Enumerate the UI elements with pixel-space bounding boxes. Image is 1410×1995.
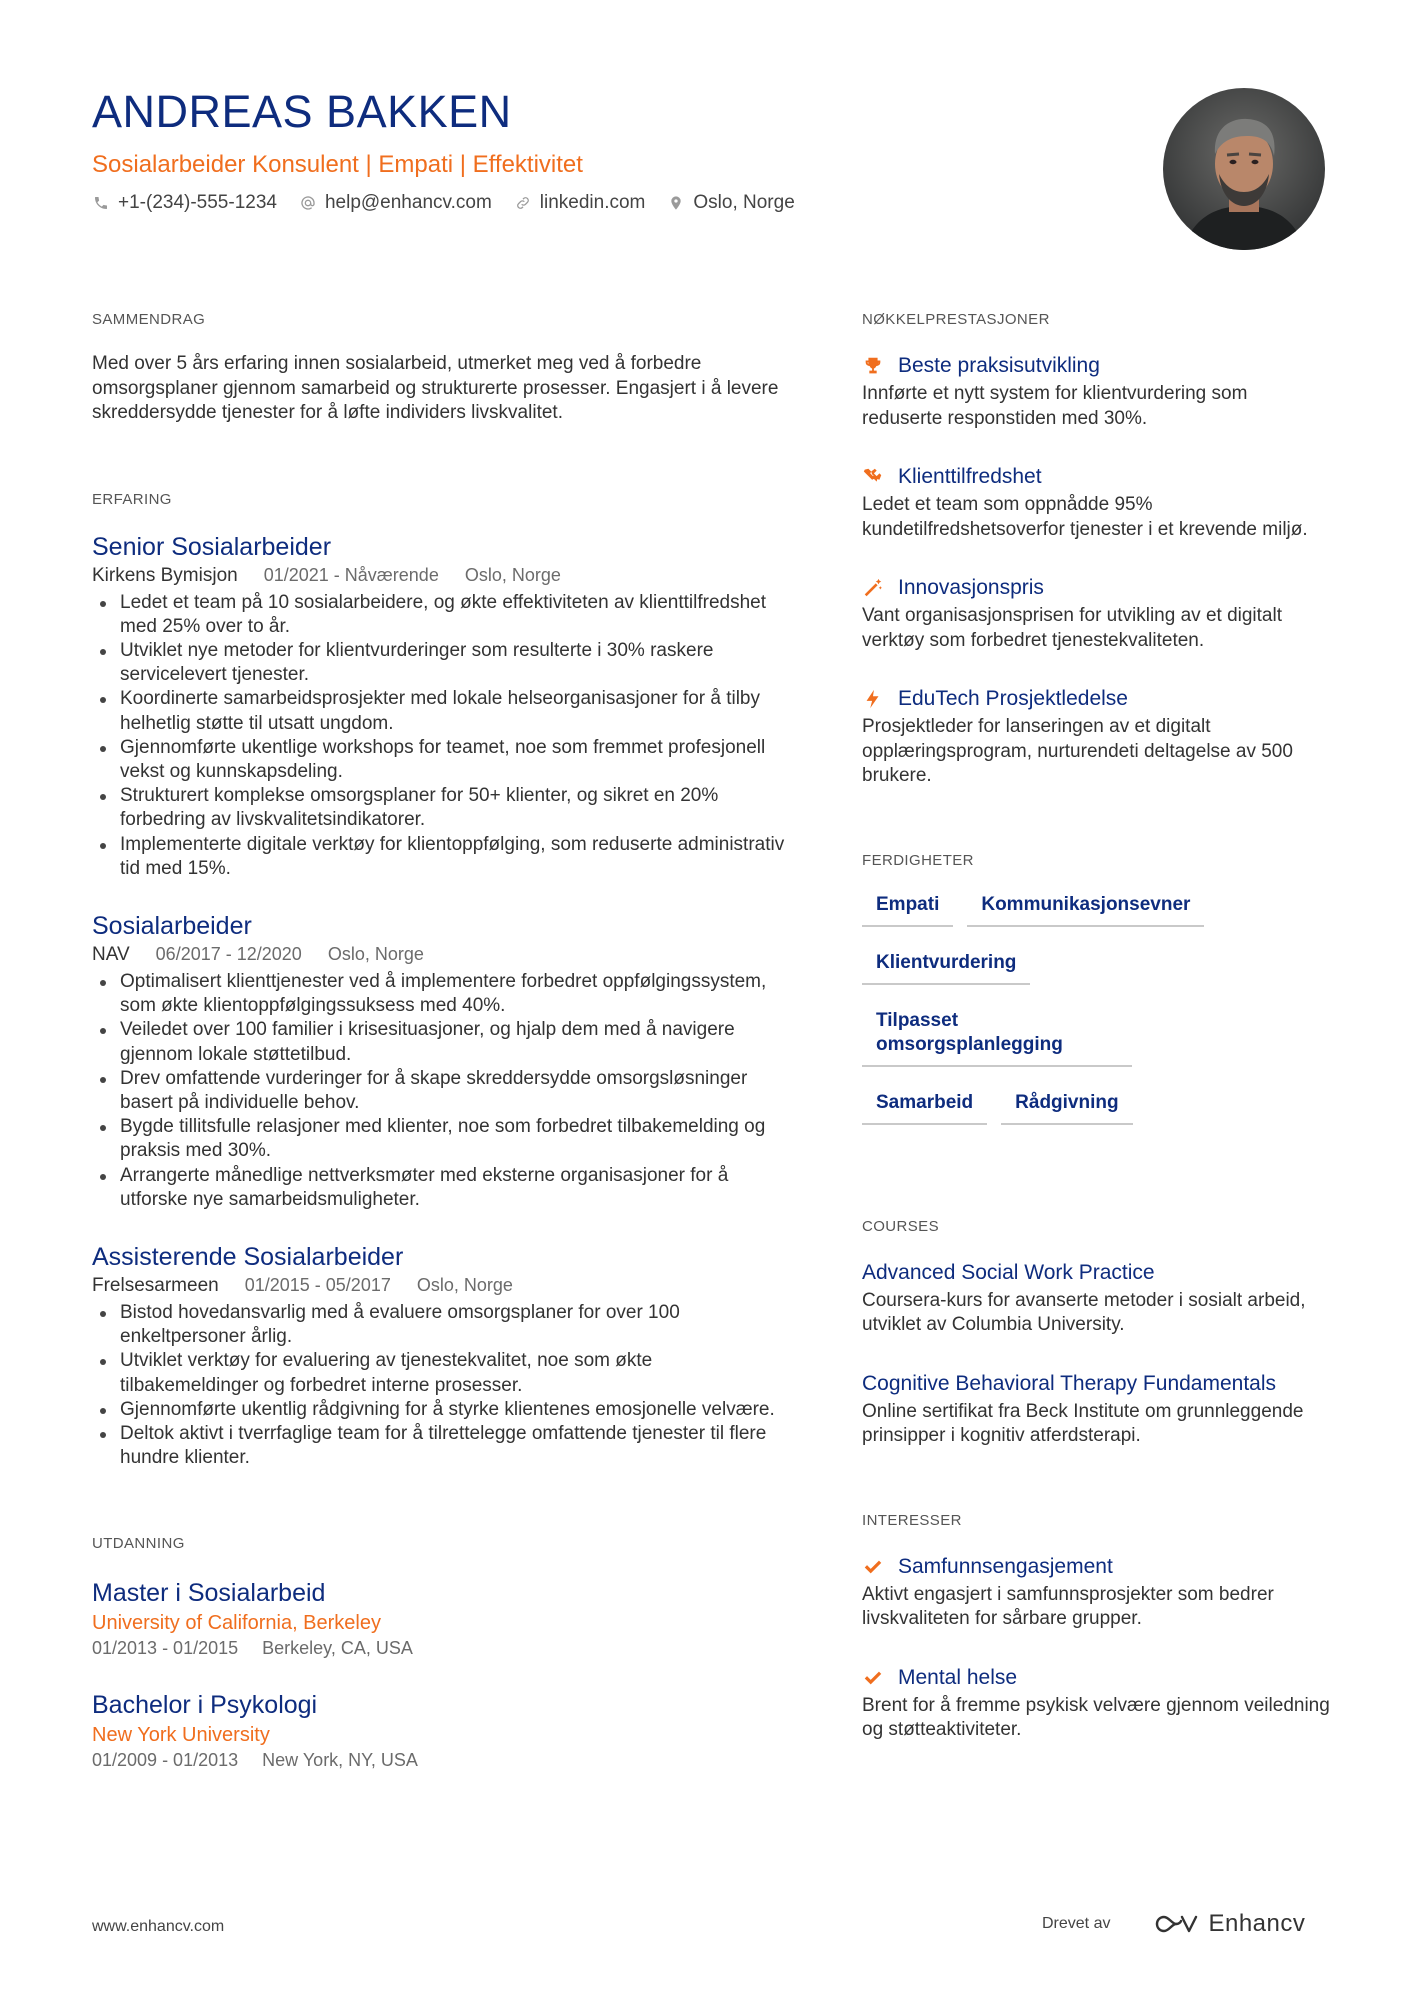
job-bullet: Arrangerte månedlige nettverksmøter med eksterne organisasjoner for å utforske nye samarbeidsmuligheter. (92, 1164, 792, 1212)
job-bullet: Bygde tillitsfulle relasjoner med klienter, noe som forbedret tilbakemelding og praksis med 30%. (92, 1115, 792, 1163)
job-role: Senior Sosialarbeider (92, 532, 332, 561)
achievement-heading (862, 574, 1332, 602)
checkmark-icon (862, 1556, 884, 1578)
achievement-item (862, 463, 1332, 542)
magic-wand-icon (862, 577, 884, 599)
interest-item (862, 1664, 1332, 1743)
job-bullet: Ledet et team på 10 sosialarbeidere, og økte effektiviteten av klienttilfredshet med 25% over to år. (92, 591, 792, 639)
job-location: Oslo, Norge (464, 564, 561, 585)
achievement-title: Innovasjonspris (898, 576, 1044, 599)
job-bullet: Gjennomførte ukentlig rådgivning for å styrke klientenes emosjonelle velvære. (92, 1398, 792, 1422)
link-icon (514, 194, 532, 212)
course-title: Cognitive Behavioral Therapy Fundamentals (862, 1371, 1277, 1395)
interest-text: Brent for å fremme psykisk velvære gjennom veiledning og støtteaktiviteter. (862, 1694, 1330, 1740)
profile-photo (1163, 88, 1325, 250)
education-school: University of California, Berkeley (92, 1612, 381, 1635)
powered-by-label: Drevet av (1042, 1915, 1111, 1932)
job-bullet: Koordinerte samarbeidsprosjekter med lokale helseorganisasjoner for å tilby helhetlig støtte til utsatt ungdom. (92, 687, 792, 735)
job-date: 06/2017 - 12/2020 (155, 943, 302, 964)
education-title: UTDANNING (92, 1535, 185, 1553)
job-bullet: Bistod hovedansvarlig med å evaluere omsorgsplaner for over 100 enkeltpersoner årlig. (92, 1301, 792, 1349)
infinity-logo-icon (1154, 1912, 1200, 1936)
skills-title: FERDIGHETER (862, 851, 974, 869)
achievement-item (862, 352, 1332, 431)
job-meta (92, 941, 792, 968)
achievement-title: EduTech Prosjektledelse (898, 687, 1128, 710)
education-date: 01/2013 - 01/2015 (92, 1638, 239, 1659)
education-location: New York, NY, USA (262, 1750, 418, 1771)
interest-item (862, 1553, 1332, 1632)
interest-heading (862, 1553, 1332, 1581)
job-location: Oslo, Norge (416, 1274, 513, 1295)
achievement-item (862, 685, 1332, 789)
interest-title: Samfunnsengasjement (898, 1554, 1113, 1578)
job-bullet: Deltok aktivt i tverrfaglige team for å tilrettelegge omfattende tjenester til flere hundre klienter. (92, 1422, 792, 1470)
course-item (862, 1370, 1332, 1449)
job-org: NAV (92, 943, 130, 965)
phone-text: +1-(234)-555-1234 (118, 192, 277, 213)
job-bullet: Strukturert komplekse omsorgsplaner for 50+ klienter, og sikret en 20% forbedring av livskvalitetsindikatorer. (92, 784, 792, 832)
education-degree: Bachelor i Psykologi (92, 1691, 318, 1720)
summary-text: Med over 5 års erfaring innen sosialarbeid, utmerket meg ved å forbedre omsorgsplaner gjennom samarbeid og strukturerte prosesser. Engasjert i å levere skreddersydde tjenester for å løfte individers livskvalitet. (92, 353, 779, 423)
contact-linkedin[interactable] (514, 190, 646, 216)
job-bullet: Drev omfattende vurderinger for å skape skreddersydde omsorgsløsninger basert på individuelle behov. (92, 1067, 792, 1115)
job-bullet: Veiledet over 100 familier i krisesituasjoner, og hjalp dem med å navigere gjennom lokale støttetilbud. (92, 1018, 792, 1066)
contact-email[interactable] (299, 190, 492, 216)
achievement-item (862, 574, 1332, 653)
achievement-text: Innførte et nytt system for klientvurdering som reduserte responstiden med 30%. (862, 383, 1248, 429)
education-degree: Master i Sosialarbeid (92, 1579, 326, 1608)
job-bullets (92, 1301, 792, 1470)
skill-tag: Tilpasset omsorgsplanlegging (862, 1009, 1132, 1067)
job-entry (92, 911, 792, 1212)
course-text: Coursera-kurs for avanserte metoder i sosialt arbeid, utviklet av Columbia University. (862, 1289, 1306, 1335)
course-text: Online sertifikat fra Beck Institute om grunnleggende prinsipper i kognitiv atferdsterapi. (862, 1400, 1304, 1446)
job-org: Frelsesarmeen (92, 1274, 219, 1296)
achievement-title: Klienttilfredshet (898, 465, 1042, 488)
education-meta (92, 1636, 792, 1660)
achievements-title: NØKKELPRESTASJONER (862, 311, 1050, 328)
brand-name: Enhancv (1208, 1910, 1306, 1937)
skill-tag: Rådgivning (1001, 1091, 1132, 1125)
left-column (92, 310, 792, 1772)
job-meta (92, 1272, 792, 1299)
course-title: Advanced Social Work Practice (862, 1260, 1155, 1284)
job-bullet: Optimalisert klienttjenester ved å implementere forbedret oppfølgingssystem, som økte klientoppfølgingssuksess med 40%. (92, 970, 792, 1018)
job-entry (92, 1242, 792, 1470)
linkedin-text[interactable]: linkedin.com (539, 192, 646, 213)
resume-header (92, 86, 1132, 216)
trophy-icon (862, 355, 884, 377)
job-bullet: Gjennomførte ukentlige workshops for teamet, noe som fremmet profesjonell vekst og kunnskapsdeling. (92, 736, 792, 784)
job-org: Kirkens Bymisjon (92, 564, 238, 586)
brand-logo[interactable] (1154, 1910, 1305, 1938)
education-location: Berkeley, CA, USA (262, 1638, 413, 1659)
skill-tag: Klientvurdering (862, 951, 1030, 985)
contact-phone (92, 190, 277, 216)
contact-location (667, 190, 794, 216)
phone-icon (92, 194, 110, 212)
skill-tag: Kommunikasjonsevner (967, 893, 1204, 927)
interest-title: Mental helse (898, 1665, 1018, 1689)
job-bullet: Implementerte digitale verktøy for klientoppfølging, som reduserte administrativ tid med 15%. (92, 833, 792, 881)
contact-row (92, 190, 1132, 216)
interest-text: Aktivt engasjert i samfunnsprosjekter som bedrer livskvaliteten for sårbare grupper. (862, 1583, 1274, 1629)
interest-heading (862, 1664, 1332, 1692)
footer-brand-block (1042, 1910, 1305, 1938)
job-bullet: Utviklet verktøy for evaluering av tjenestekvalitet, noe som økte tilbakemeldinger og forbedret interne prosesser. (92, 1349, 792, 1397)
lightning-icon (862, 688, 884, 710)
job-entry (92, 532, 792, 881)
candidate-tagline: Sosialarbeider Konsulent | Empati | Effektivitet (92, 151, 583, 178)
skills-list (862, 893, 1332, 1149)
job-role: Assisterende Sosialarbeider (92, 1242, 404, 1271)
experience-title: ERFARING (92, 490, 172, 508)
summary-title: SAMMENDRAG (92, 311, 206, 328)
education-meta (92, 1748, 792, 1772)
achievement-heading (862, 685, 1332, 713)
education-entry (92, 1578, 792, 1660)
candidate-name: ANDREAS BAKKEN (92, 86, 512, 137)
checkmark-icon (862, 1667, 884, 1689)
course-item (862, 1259, 1332, 1338)
achievement-text: Ledet et team som oppnådde 95% kundetilfredshetsoverfor tjenester i et krevende miljø. (862, 494, 1308, 540)
job-location: Oslo, Norge (327, 943, 424, 964)
job-bullet: Utviklet nye metoder for klientvurderinger som resulterte i 30% raskere servicelevert tjenester. (92, 639, 792, 687)
location-text: Oslo, Norge (693, 192, 795, 213)
job-date: 01/2021 - Nåværende (263, 564, 439, 585)
location-pin-icon (667, 194, 685, 212)
job-bullets (92, 970, 792, 1212)
achievement-heading (862, 463, 1332, 491)
achievement-heading (862, 352, 1332, 380)
courses-title: COURSES (862, 1217, 939, 1235)
at-icon (299, 194, 317, 212)
email-text[interactable]: help@enhancv.com (324, 192, 492, 213)
job-role: Sosialarbeider (92, 911, 252, 940)
job-date: 01/2015 - 05/2017 (244, 1274, 391, 1295)
interests-title: INTERESSER (862, 1511, 962, 1529)
job-meta (92, 562, 792, 589)
achievement-title: Beste praksisutvikling (898, 354, 1100, 377)
education-school: New York University (92, 1724, 270, 1747)
education-date: 01/2009 - 01/2013 (92, 1750, 239, 1771)
tools-icon (862, 466, 884, 488)
skill-tag: Empati (862, 893, 953, 927)
education-entry (92, 1690, 792, 1772)
achievement-text: Vant organisasjonsprisen for utvikling av et digitalt verktøy som forbedret tjenestekvaliteten. (862, 605, 1282, 651)
achievement-text: Prosjektleder for lanseringen av et digitalt opplæringsprogram, nurturendeti deltagelse av 500 brukere. (862, 716, 1293, 786)
footer-website[interactable]: www.enhancv.com (92, 1918, 225, 1935)
job-bullets (92, 591, 792, 881)
right-column (862, 310, 1332, 1743)
skill-tag: Samarbeid (862, 1091, 987, 1125)
